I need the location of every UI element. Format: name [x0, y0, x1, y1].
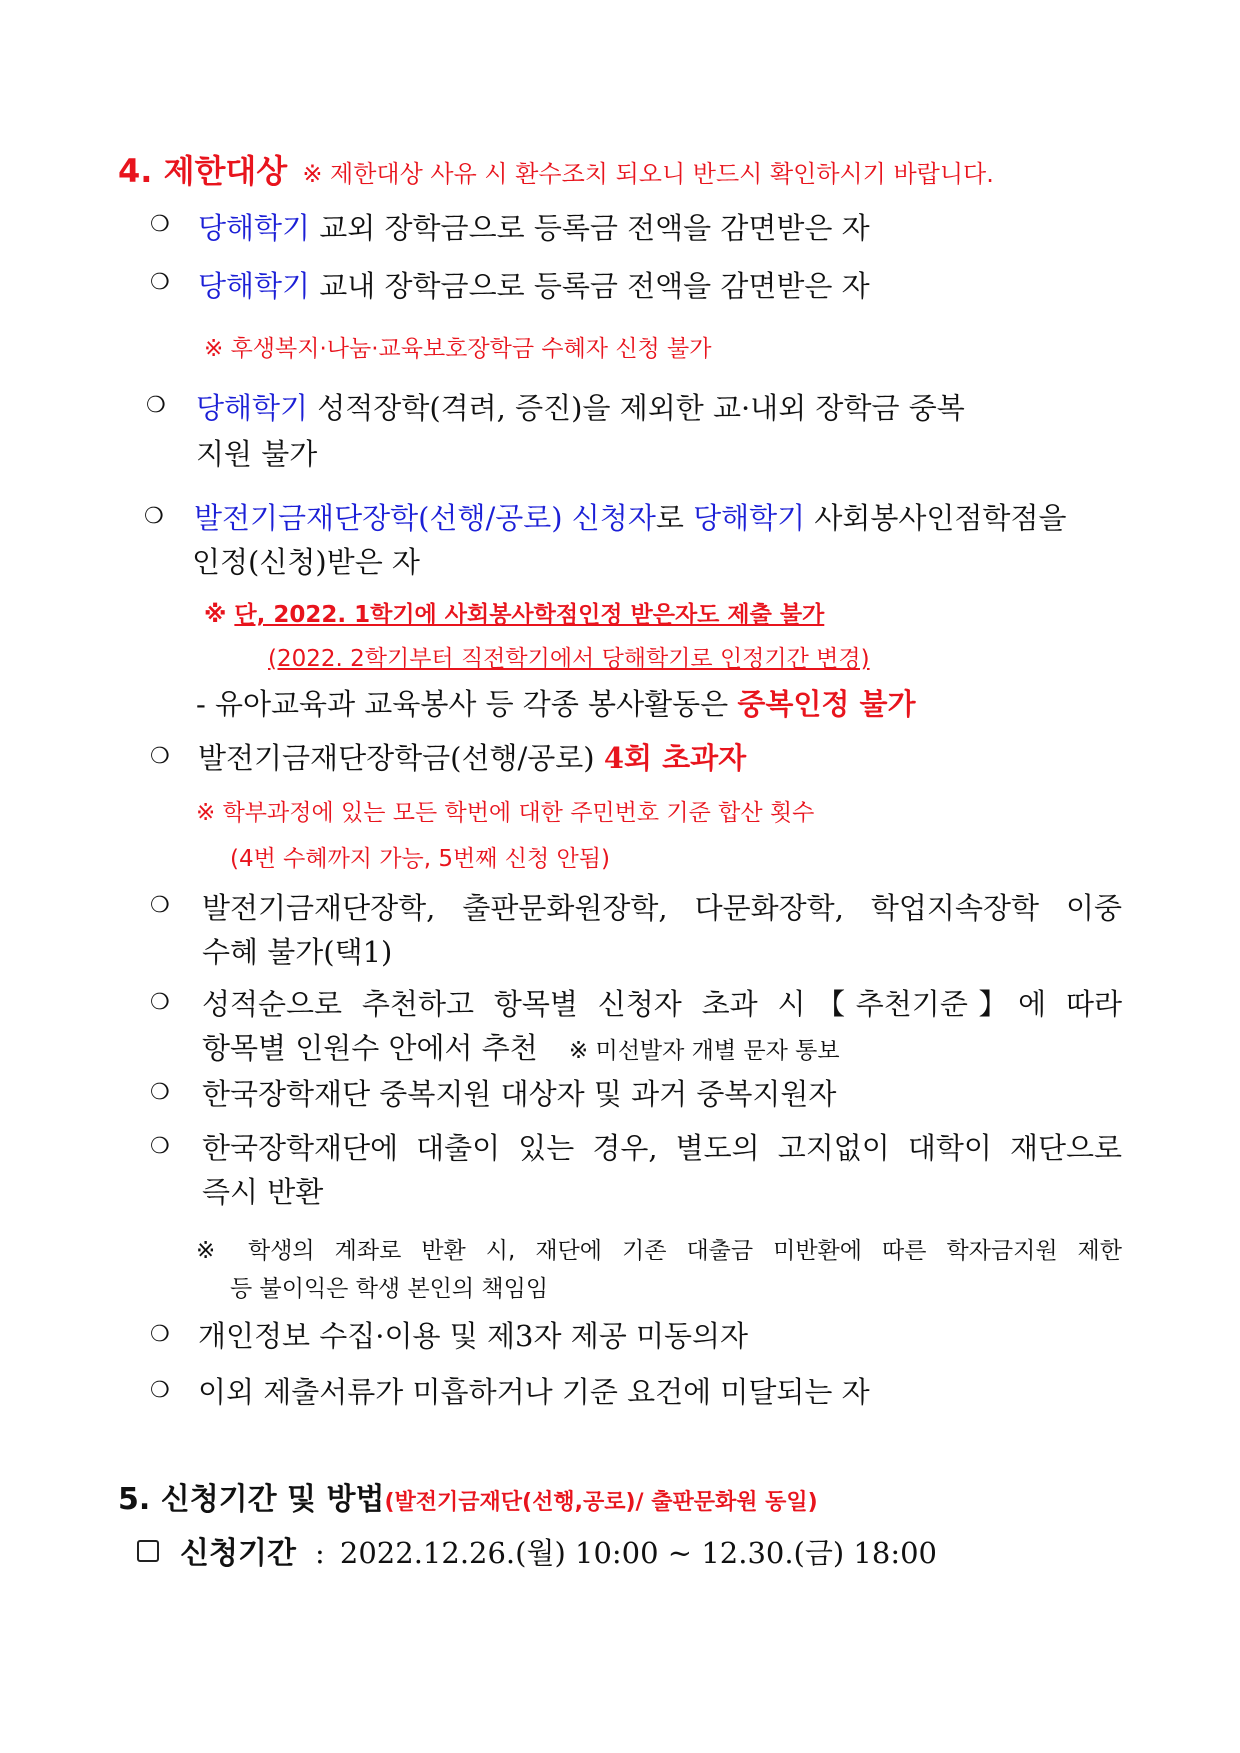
item-7-text2: 항목별 인원수 안에서 추천 — [202, 1031, 538, 1065]
item-9-note1: ※ 학생의 계좌로 반환 시, 재단에 기존 대출금 미반환에 따른 학자금지원 제한 — [196, 1238, 1122, 1264]
section5-heading — [118, 1474, 818, 1518]
item-9-note2: 등 불이익은 학생 본인의 책임임 — [230, 1276, 549, 1302]
bullet-icon: ❍ — [150, 990, 170, 1015]
item-4-text: 사회봉사인점학점을 — [805, 501, 1067, 535]
item-5-note2: (4번 수혜까지 가능, 5번째 신청 안됨) — [230, 846, 610, 872]
item-6-text: 발전기금재단장학, 출판문화원장학, 다문화장학, 학업지속장학 이중 — [202, 891, 1122, 925]
period-label: 신청기간 — [180, 1536, 296, 1571]
item-3-text2: 지원 불가 — [196, 437, 318, 471]
bullet-icon: ❍ — [150, 1322, 170, 1347]
bullet-icon: ❍ — [150, 893, 170, 918]
checkbox-icon — [137, 1540, 159, 1562]
item-8-text: 한국장학재단 중복지원 대상자 및 과거 중복지원자 — [202, 1077, 837, 1111]
item-4-note1-text: 단, 2022. 1학기에 사회봉사학점인정 받은자도 제출 불가 — [234, 602, 825, 628]
item-2-text: 교내 장학금으로 등록금 전액을 감면받은 자 — [310, 269, 870, 303]
item-5-highlight: 4회 초과자 — [603, 741, 747, 775]
section4-notice: ※ 제한대상 사유 시 환수조치 되오니 반드시 확인하시기 바랍니다. — [302, 160, 994, 188]
bullet-icon: ❍ — [150, 1134, 170, 1159]
item-4 — [194, 496, 1066, 537]
bullet-icon: ❍ — [150, 212, 170, 237]
item-9-text: 한국장학재단에 대출이 있는 경우, 별도의 고지없이 대학이 재단으로 — [202, 1131, 1122, 1165]
item-4-dash — [196, 682, 916, 723]
item-7-note-inline: ※ 미선발자 개별 문자 통보 — [568, 1038, 840, 1064]
bullet-icon: ❍ — [146, 393, 166, 418]
item-6-text2: 수혜 불가(택1) — [202, 935, 393, 969]
item-4-note2: (2022. 2학기부터 직전학기에서 당해학기로 인정기간 변경) — [268, 646, 870, 672]
item-2-note: ※ 후생복지·나눔·교육보호장학금 수혜자 신청 불가 — [204, 336, 712, 362]
item-5-note1: ※ 학부과정에 있는 모든 학번에 대한 주민번호 기준 합산 횟수 — [196, 800, 815, 826]
item-1 — [198, 206, 870, 247]
bullet-icon: ❍ — [150, 270, 170, 295]
period-separator: : — [315, 1536, 325, 1570]
item-5 — [198, 736, 746, 777]
item-10-text: 개인정보 수집·이용 및 제3자 제공 미동의자 — [198, 1319, 748, 1353]
item-2-prefix: 당해학기 — [198, 269, 311, 303]
section5-title: 5. 신청기간 및 방법 — [118, 1482, 385, 1517]
item-4-prefix2: 당해학기 — [693, 501, 806, 535]
item-4-dash-highlight: 중복인정 불가 — [737, 687, 916, 721]
item-9-text2: 즉시 반환 — [202, 1175, 324, 1209]
bullet-icon: ❍ — [150, 1378, 170, 1403]
item-5-text: 발전기금재단장학금(선행/공로) — [198, 741, 604, 775]
item-4-mid: 로 — [655, 501, 694, 535]
bullet-icon: ❍ — [150, 744, 170, 769]
item-11-text: 이외 제출서류가 미흡하거나 기준 요건에 미달되는 자 — [198, 1375, 870, 1409]
item-2 — [198, 264, 870, 305]
item-1-prefix: 당해학기 — [198, 211, 311, 245]
item-4-prefix: 발전기금재단장학(선행/공로) 신청자 — [194, 501, 656, 535]
item-4-note1 — [204, 596, 824, 629]
item-3-text: 성적장학(격려, 증진)을 제외한 교·내외 장학금 중복 — [308, 391, 965, 425]
application-period — [180, 1528, 937, 1572]
item-3-prefix: 당해학기 — [196, 391, 309, 425]
item-4-text2: 인정(신청)받은 자 — [192, 545, 420, 579]
item-1-text: 교외 장학금으로 등록금 전액을 감면받은 자 — [310, 211, 870, 245]
item-3 — [196, 386, 965, 427]
section5-subtitle: (발전기금재단(선행,공로)/ 출판문화원 동일) — [384, 1490, 818, 1515]
item-4-note1-mark: ※ — [204, 602, 235, 628]
item-7-line2 — [202, 1026, 840, 1067]
section4-heading — [118, 146, 994, 192]
bullet-icon: ❍ — [150, 1080, 170, 1105]
item-4-dash-text: - 유아교육과 교육봉사 등 각종 봉사활동은 — [196, 687, 738, 721]
item-7-text: 성적순으로 추천하고 항목별 신청자 초과 시【추천기준】에 따라 — [202, 987, 1122, 1021]
period-value: 2022.12.26.(월) 10:00 ~ 12.30.(금) 18:00 — [339, 1536, 937, 1570]
bullet-icon: ❍ — [144, 504, 164, 529]
section4-title: 4. 제한대상 — [118, 152, 288, 190]
